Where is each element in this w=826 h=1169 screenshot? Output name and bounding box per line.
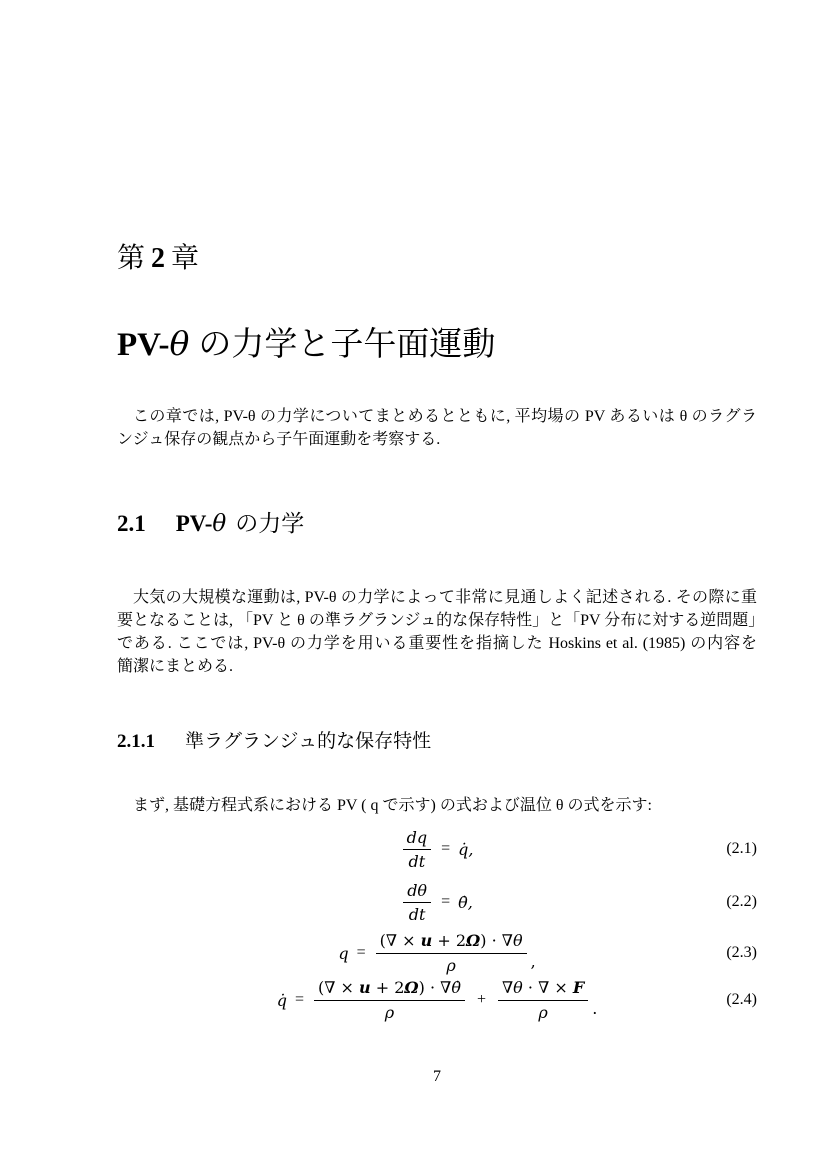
equation-number: (2.1) [726, 840, 757, 857]
trailing-comma: , [530, 951, 536, 971]
equation-number: (2.4) [726, 991, 757, 1008]
chapter-title-japanese: の力学と子午面運動 [198, 325, 496, 362]
equals-sign: = [441, 893, 451, 910]
theta-symbol: θ [512, 931, 523, 950]
fraction [403, 881, 431, 924]
fraction-denominator: ρ [446, 956, 456, 975]
close-dot-nabla: ) · ∇ [480, 931, 513, 950]
nabla-cross-open: (∇ × [318, 978, 359, 997]
equation-2-1 [117, 826, 757, 872]
section-title-theta: θ [212, 511, 227, 537]
section-heading [117, 512, 304, 536]
plus-two: + 2 [370, 978, 405, 997]
equation-2-2 [117, 879, 757, 925]
subsection-heading [117, 732, 431, 751]
fraction [376, 931, 527, 975]
equals-sign: = [294, 991, 304, 1008]
fraction-numerator [314, 978, 465, 1001]
equation-lhs: q̇ [276, 990, 287, 1010]
close-dot-nabla: ) · ∇ [418, 978, 452, 997]
dot-nabla-cross: · ∇ × [522, 978, 573, 997]
fraction-denominator: dt [408, 904, 426, 924]
paragraph-line: 大気の大規模な運動は, PV-θ の力学によって非常に見通しよく記述される. その際に重 [133, 589, 757, 606]
fraction-numerator [376, 931, 527, 954]
plus-two: + 2 [432, 931, 467, 950]
fraction-numerator: dθ [403, 881, 431, 903]
fraction-numerator: dq [403, 828, 431, 850]
fraction [314, 978, 465, 1022]
chapter-number-digit: 2 [151, 243, 166, 274]
equation-rhs: q̇, [458, 839, 474, 859]
force-vector-F: F [572, 978, 585, 997]
equation-number: (2.3) [726, 944, 757, 961]
fraction-numerator [498, 978, 588, 1001]
plus-sign: + [476, 991, 486, 1008]
paragraph-line: である. ここでは, PV-θ の力学を用いる重要性を指摘した Hoskins et al. (1985) の内容を [117, 635, 757, 652]
equation-number: (2.2) [726, 893, 757, 910]
velocity-vector-u: u [420, 931, 433, 950]
equation-lhs: q [338, 943, 349, 963]
equals-sign: = [356, 944, 366, 961]
chapter-number-heading [117, 244, 199, 273]
subsection-number: 2.1.1 [117, 731, 155, 752]
fraction-denominator: ρ [538, 1003, 548, 1022]
fraction-denominator: ρ [384, 1003, 395, 1022]
omega-vector: Ω [466, 931, 481, 950]
velocity-vector-u: u [359, 978, 371, 997]
equation-rhs: θ̇, [458, 892, 473, 912]
chapter-title-theta: θ [169, 324, 190, 363]
section-title-latin: PV- [175, 511, 213, 536]
chapter-number-suffix: 章 [171, 242, 200, 273]
trailing-period: . [592, 998, 598, 1018]
paragraph-line: この章では, PV-θ の力学についてまとめるとともに, 平均場の PV あるいは θ のラグラ [133, 408, 757, 425]
paragraph-line: 要となることは, 「PV と θ の準ラグランジュ的な保存特性」と「PV 分布に対する逆問題」 [117, 612, 765, 629]
intro-paragraph [117, 405, 757, 451]
section-paragraph [117, 586, 765, 678]
chapter-number-prefix: 第 [117, 242, 146, 273]
equation-2-3 [117, 930, 757, 976]
omega-vector: Ω [404, 978, 419, 997]
fraction [498, 978, 588, 1022]
paragraph-line: 簡潔にまとめる. [117, 658, 234, 675]
equation-2-4 [117, 977, 757, 1023]
chapter-title-latin: PV- [117, 327, 170, 363]
paragraph-line: まず, 基礎方程式系における PV ( q で示す) の式および温位 θ の式を示す: [133, 797, 652, 814]
nabla-symbol: ∇ [502, 978, 514, 997]
equals-sign: = [441, 840, 451, 857]
subsection-title: 準ラグランジュ的な保存特性 [185, 731, 432, 752]
theta-dot-symbol: θ̇ [451, 978, 461, 997]
section-title-japanese: の力学 [235, 510, 305, 536]
page-number: 7 [433, 1068, 441, 1085]
chapter-title [117, 324, 496, 363]
lead-in-paragraph [117, 794, 757, 817]
theta-symbol: θ [513, 978, 523, 997]
fraction [403, 828, 431, 871]
section-number: 2.1 [117, 511, 146, 536]
nabla-cross-open: (∇ × [379, 931, 421, 950]
fraction-denominator: dt [408, 851, 426, 871]
paragraph-line: ンジュ保存の観点から子午面運動を考察する. [117, 431, 441, 448]
